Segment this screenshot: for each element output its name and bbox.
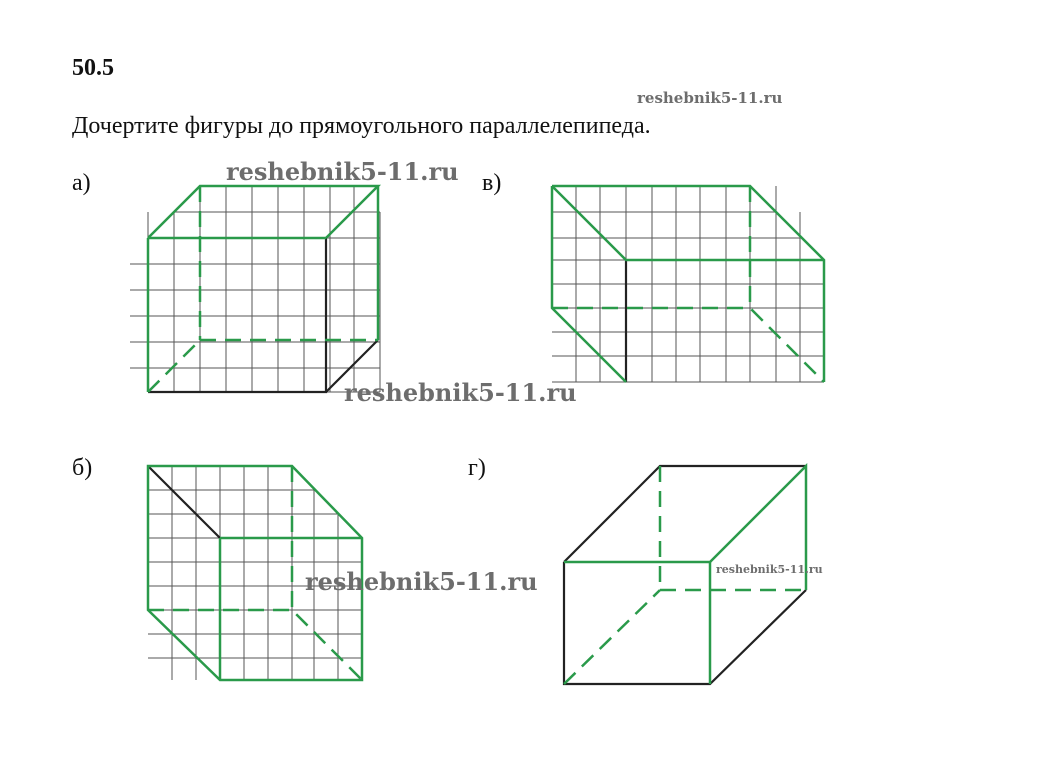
figure-a-original-edges — [148, 238, 378, 392]
task-number: 50.5 — [72, 55, 114, 81]
figure-a — [130, 186, 380, 392]
part-label-g: г) — [468, 455, 486, 481]
watermark-a-top: reshebnik5-11.ru — [226, 157, 459, 186]
part-label-a: а) — [72, 170, 91, 196]
figure-a-drawn-edges — [148, 186, 378, 392]
task-text: Дочертите фигуры до прямоугольного параллелепипеда. — [72, 113, 651, 139]
figure-v — [552, 186, 824, 382]
watermark-top: reshebnik5-11.ru — [637, 89, 783, 107]
figure-b-original-edges — [148, 466, 220, 538]
watermark-a-bottom: reshebnik5-11.ru — [344, 378, 577, 407]
part-label-b: б) — [72, 455, 93, 481]
part-label-v: в) — [482, 170, 502, 196]
watermark-b: reshebnik5-11.ru — [305, 567, 538, 596]
figure-v-grid — [552, 186, 824, 382]
watermark-g: reshebnik5-11.ru — [716, 563, 823, 576]
